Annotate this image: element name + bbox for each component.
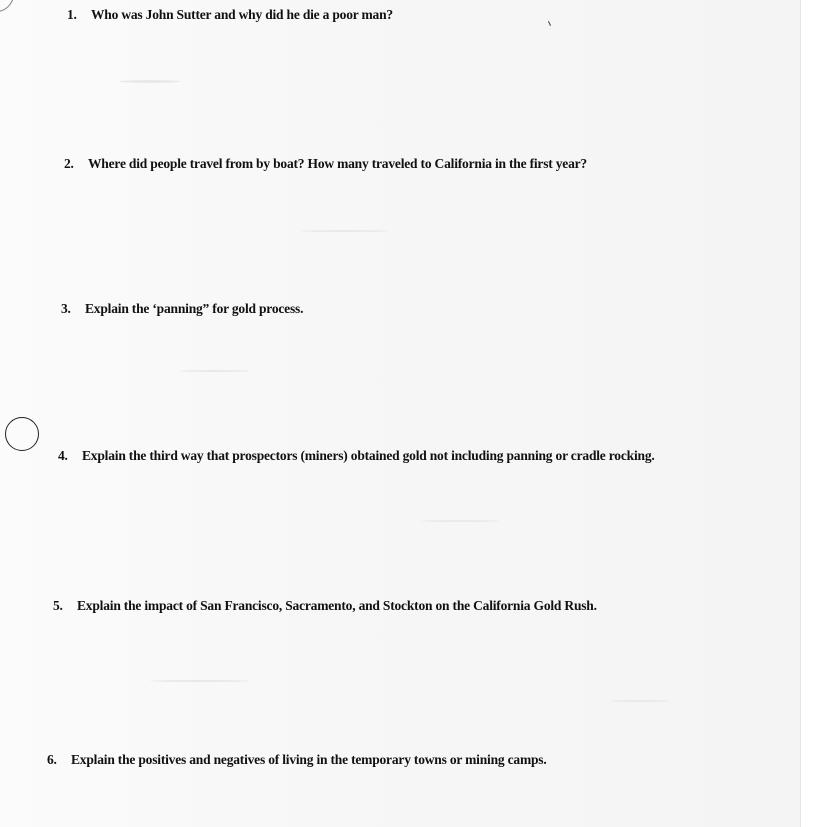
question-text: Explain the impact of San Francisco, Sacramento, and Stockton on the California Gold Rush. bbox=[77, 598, 597, 613]
question-text: Explain the ‘panning” for gold process. bbox=[85, 301, 304, 316]
scan-speck bbox=[610, 700, 670, 702]
question-text: Where did people travel from by boat? How many traveled to California in the first year? bbox=[88, 156, 587, 171]
question-number: 6. bbox=[47, 752, 57, 767]
question-2 bbox=[64, 156, 587, 172]
question-number: 5. bbox=[53, 598, 63, 613]
scan-speck bbox=[120, 80, 180, 83]
question-number: 3. bbox=[61, 301, 71, 316]
question-text: Explain the third way that prospectors (miners) obtained gold not including panning or cradle rocking. bbox=[82, 448, 655, 463]
question-text: Explain the positives and negatives of living in the temporary towns or mining camps. bbox=[71, 752, 547, 767]
question-1 bbox=[67, 7, 393, 23]
question-3 bbox=[61, 301, 303, 317]
page-edge bbox=[800, 0, 826, 827]
scan-speck bbox=[420, 520, 500, 522]
punch-hole-middle bbox=[5, 417, 39, 451]
question-number: 2. bbox=[64, 156, 74, 171]
question-6 bbox=[47, 752, 547, 768]
scan-speck bbox=[150, 680, 250, 682]
question-4 bbox=[58, 448, 655, 464]
question-text: Who was John Sutter and why did he die a poor man? bbox=[91, 7, 393, 22]
question-number: 4. bbox=[58, 448, 68, 463]
scan-speck bbox=[300, 230, 390, 232]
question-5 bbox=[53, 598, 597, 614]
question-number: 1. bbox=[67, 7, 77, 22]
scan-speck bbox=[180, 370, 250, 372]
